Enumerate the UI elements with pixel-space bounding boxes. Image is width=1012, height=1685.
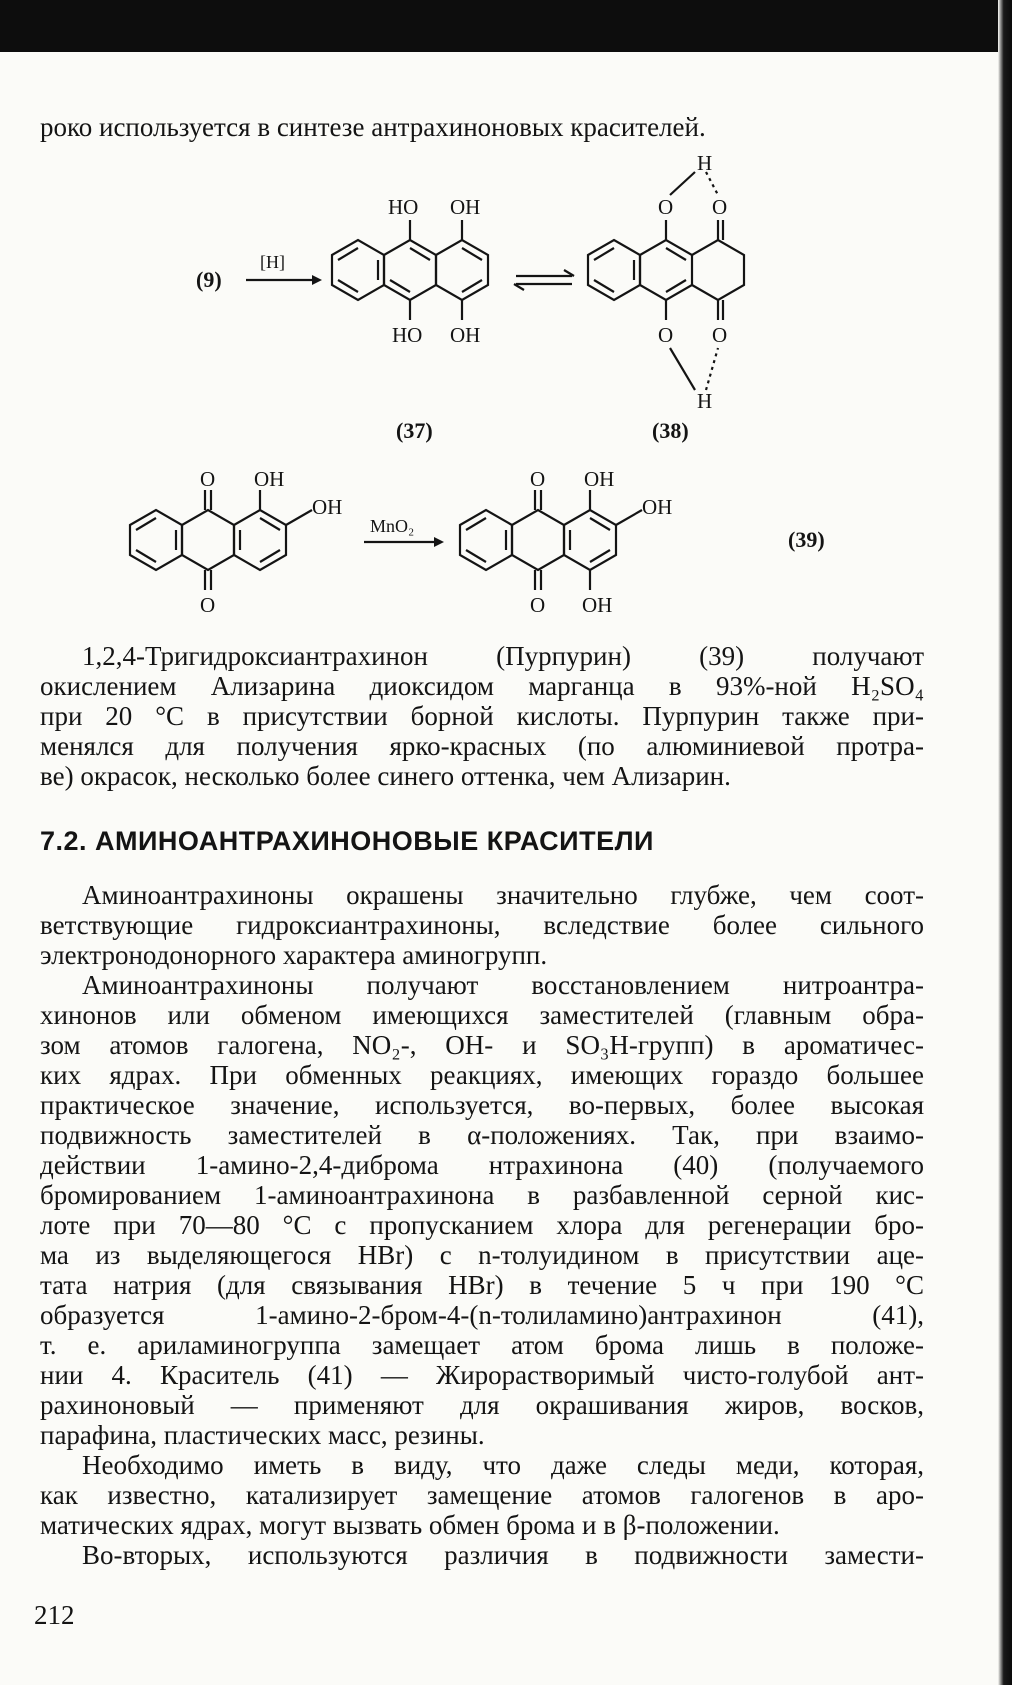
- text-line: Необходимо иметь в виду, что даже следы меди, которая,: [82, 1450, 924, 1480]
- reaction-scheme: [0, 140, 1012, 630]
- atom-h-bottom: H: [697, 389, 713, 413]
- structure-38: [588, 151, 744, 413]
- compound-label-39: (39): [788, 527, 825, 552]
- equilibrium-arrows: [514, 270, 574, 290]
- text-line: тата натрия (для связывания HBr) в течение 5 ч при 190 °C: [40, 1270, 924, 1300]
- text-line: хинонов или обменом имеющихся заместителей (главным обра-: [40, 1000, 924, 1030]
- atom-oh: OH: [582, 593, 613, 617]
- atom-h-top: H: [697, 151, 713, 175]
- reagent-h: [H]: [260, 252, 285, 272]
- atom-oh: OH: [642, 495, 673, 519]
- text-line: парафина, пластических масс, резины.: [40, 1420, 485, 1450]
- atom-ho-top: HO: [388, 195, 419, 219]
- text-line: нии 4. Краситель (41) — Жирорастворимый чисто-голубой ант-: [40, 1360, 924, 1390]
- atom-o: O: [530, 593, 546, 617]
- text-line: ве) окрасок, несколько более синего оттенка, чем Ализарин.: [40, 761, 731, 791]
- atom-oh-bottom: OH: [450, 323, 481, 347]
- text-line: зом атомов галогена, NO₂-, OH- и SO₃H-групп) в ароматичес-: [40, 1030, 924, 1060]
- compound-label-38: (38): [652, 418, 689, 443]
- atom-o: O: [712, 195, 728, 219]
- atom-oh: OH: [254, 467, 285, 491]
- text-line: рахиноновый — применяют для окрашивания жиров, восков,: [40, 1390, 924, 1420]
- text-line: окислением Ализарина диоксидом марганца в 93%-ной H₂SO₄: [40, 671, 924, 701]
- text-line: лоте при 70—80 °C с пропусканием хлора для регенерации бро-: [40, 1210, 924, 1240]
- structure-39: [460, 467, 672, 617]
- atom-oh: OH: [584, 467, 615, 491]
- text-line: ких ядрах. При обменных реакциях, имеющих гораздо большее: [40, 1060, 924, 1090]
- atom-o: O: [712, 323, 728, 347]
- text-line: роко используется в синтезе антрахиноновых красителей.: [40, 112, 706, 142]
- arrow-head: [434, 537, 444, 547]
- text-line: Во-вторых, используются различия в подвижности замести-: [82, 1540, 924, 1570]
- text-line: Аминоантрахиноны получают восстановлением нитроантра-: [82, 970, 924, 1000]
- text-line: образуется 1-амино-2-бром-4-(n-толиламино)антрахинон (41),: [40, 1300, 924, 1330]
- text-line: менялся для получения ярко-красных (по алюминиевой протра-: [40, 731, 924, 761]
- structure-37: [332, 195, 488, 347]
- atom-o: O: [658, 195, 674, 219]
- atom-o: O: [530, 467, 546, 491]
- atom-o: O: [200, 593, 216, 617]
- atom-o: O: [658, 323, 674, 347]
- text-line: матических ядрах, могут вызвать обмен брома и в β-положении.: [40, 1510, 780, 1540]
- text-line: ма из выделяющегося HBr) с n-толуидином в присутствии аце-: [40, 1240, 924, 1270]
- text-line: подвижность заместителей в α-положениях. Так, при взаимо-: [40, 1120, 924, 1150]
- text-line: как известно, катализирует замещение атомов галогенов в аро-: [40, 1480, 924, 1510]
- compound-label-9: (9): [196, 267, 222, 292]
- text-line: бромированием 1-аминоантрахинона в разбавленной серной кис-: [40, 1180, 924, 1210]
- text-line: электронодонорного характера аминогрупп.: [40, 940, 548, 970]
- text-line: практическое значение, используется, во-первых, более высокая: [40, 1090, 924, 1120]
- scan-top-border: [0, 0, 1012, 52]
- text-line: ветствующие гидроксиантрахиноны, вследствие более сильного: [40, 910, 924, 940]
- section-heading: 7.2. АМИНОАНТРАХИНОНОВЫЕ КРАСИТЕЛИ: [40, 826, 654, 856]
- atom-oh-top: OH: [450, 195, 481, 219]
- text-line: 1,2,4-Тригидроксиантрахинон (Пурпурин) (39) получают: [82, 641, 924, 671]
- atom-oh: OH: [312, 495, 343, 519]
- compound-label-37: (37): [396, 418, 433, 443]
- text-line: действии 1-амино-2,4-диброма нтрахинона (40) (получаемого: [40, 1150, 924, 1180]
- structure-alizarin: [130, 467, 342, 617]
- text-line: Аминоантрахиноны окрашены значительно глубже, чем соот-: [82, 880, 924, 910]
- atom-o: O: [200, 467, 216, 491]
- text-line: при 20 °C в присутствии борной кислоты. Пурпурин также при-: [40, 701, 924, 731]
- text-line: т. е. ариламиногруппа замещает атом брома лишь в положе-: [40, 1330, 924, 1360]
- atom-ho-bottom: HO: [392, 323, 423, 347]
- reagent-mno2: MnO₂: [370, 516, 415, 536]
- page-number: 212: [34, 1600, 75, 1630]
- arrow-head: [312, 275, 322, 285]
